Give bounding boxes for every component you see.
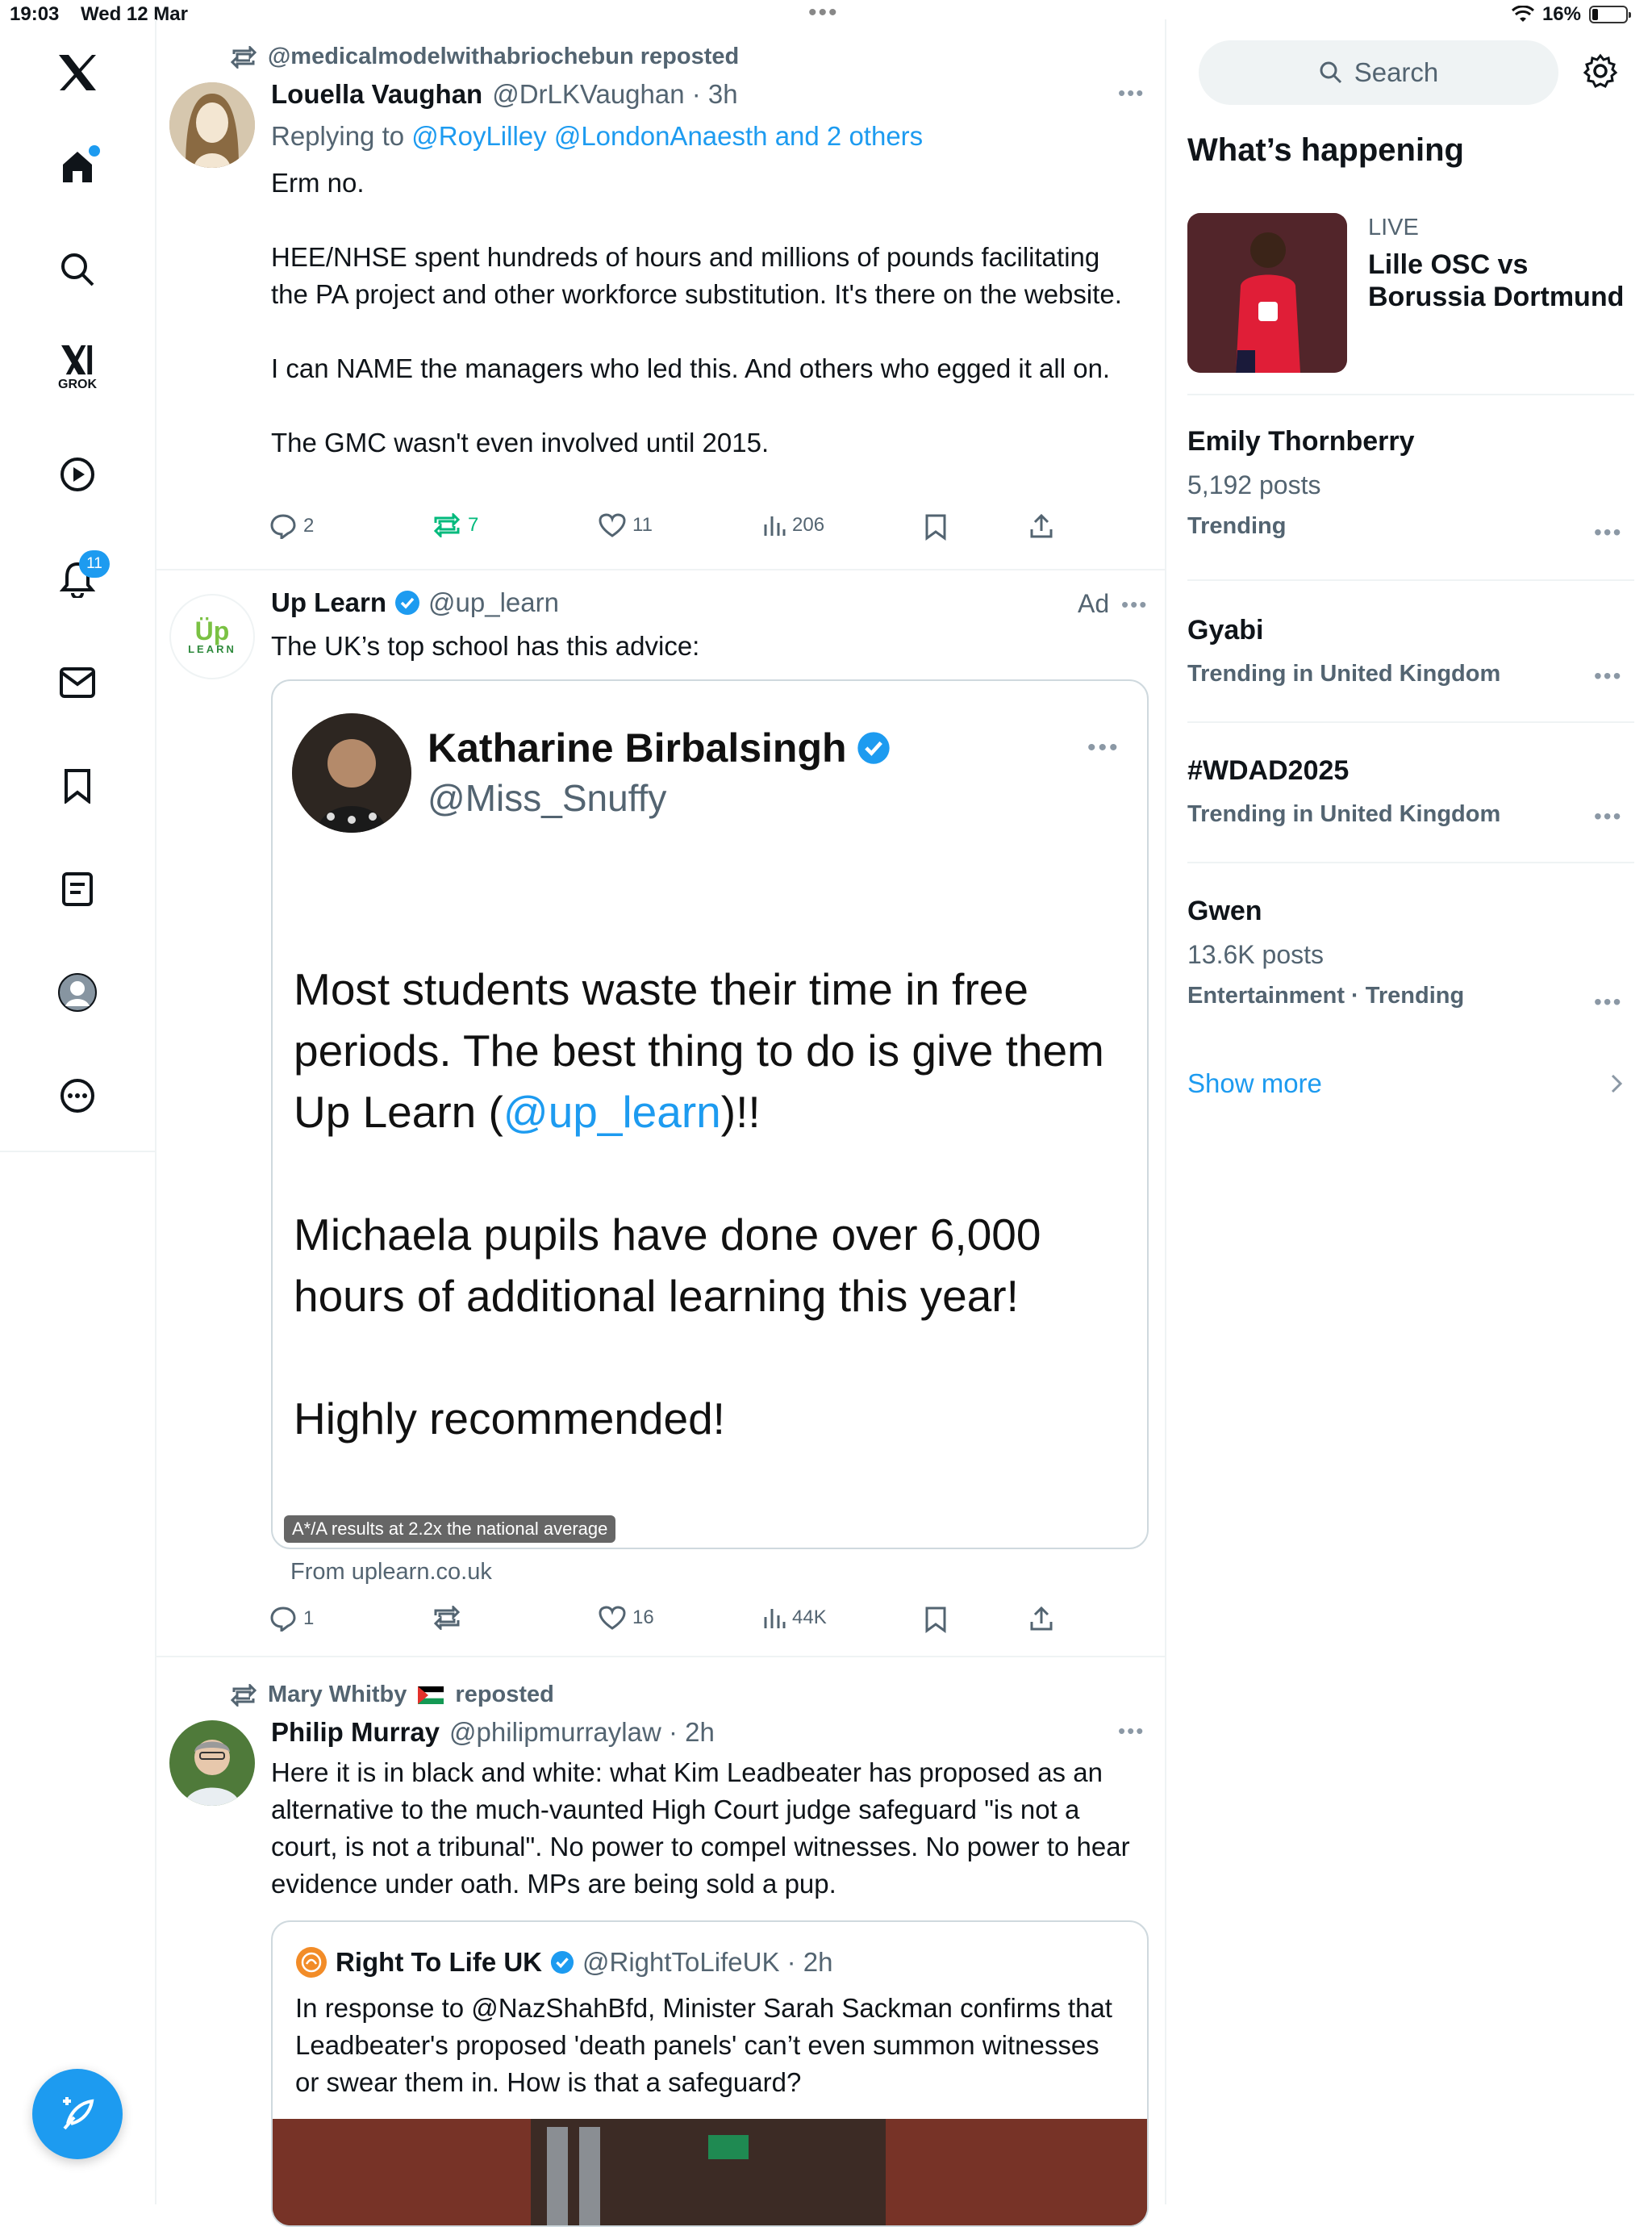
wifi-icon [1512,6,1534,23]
share-button[interactable] [1029,513,1053,539]
trend-more-icon[interactable]: ••• [1594,989,1623,1014]
post-divider [156,1656,1165,1657]
live-label: LIVE [1368,215,1419,240]
card-author-handle: @Miss_Snuffy [428,777,667,819]
repost-user: Mary Whitby [268,1682,407,1707]
live-event-thumbnail[interactable] [1187,213,1347,373]
reply-icon [269,1606,297,1632]
trend-count: 13.6K posts [1187,940,1324,969]
post-paragraph: Erm no. [271,168,365,198]
trend-title: Gyabi [1187,615,1264,646]
heart-icon [599,1606,626,1630]
share-icon [1029,1606,1053,1632]
search-placeholder: Search [1354,57,1439,87]
post-more-icon[interactable]: ••• [1118,81,1145,105]
battery-icon [1589,6,1628,23]
card-mention: @up_learn [503,1087,721,1137]
reply-icon [269,513,297,539]
search-icon [1319,61,1343,85]
post-text: Here it is in black and white: what Kim Leadbeater has proposed as an alternative to the much-vaunted High Court judge safeguard "is not a court, is not a tribunal". No power to compel witnesses. No power to hear evidence under oath. MPs are being sold a pup. [271,1757,1130,1899]
post-more-icon[interactable]: ••• [1118,1719,1145,1743]
x-logo-icon[interactable] [53,48,102,97]
ad-source-link[interactable]: From uplearn.co.uk [290,1559,492,1585]
trend-divider [1187,721,1634,723]
heart-icon [599,513,626,537]
author-avatar[interactable] [169,1720,255,1806]
views-chart-icon [763,513,786,537]
left-nav [0,19,156,2204]
chevron-right-icon [1610,1073,1623,1094]
repost-indicator [231,1682,554,1708]
home-unread-dot [89,145,100,157]
views-button[interactable] [763,1606,827,1630]
author-name[interactable]: Philip Murray [271,1717,440,1747]
ad-media-card[interactable] [271,679,1149,1549]
quoted-handle-time: @RightToLifeUK · 2h [582,1947,833,1977]
reply-button[interactable] [269,1606,314,1632]
more-options-icon[interactable] [53,1072,102,1120]
quoted-post[interactable] [271,1920,1149,2227]
bookmarks-icon[interactable] [53,762,102,810]
search-icon[interactable] [53,245,102,294]
trend-title: #WDAD2025 [1187,755,1350,786]
profile-icon[interactable] [53,968,102,1017]
trend-item[interactable] [1187,615,1634,687]
trend-divider [1187,862,1634,863]
avatar-logo-top: Üp [194,616,230,646]
avatar-logo-bottom: LEARN [188,642,236,655]
replying-prefix: Replying to [271,121,412,151]
trend-item[interactable] [1187,896,1634,1009]
compose-feather-icon [56,2093,98,2135]
compose-post-button[interactable] [32,2069,123,2159]
palestine-flag-icon [418,1686,444,1704]
repost-indicator [231,44,739,70]
whats-happening-heading: What’s happening [1187,132,1464,168]
reply-button[interactable] [269,513,314,539]
repost-button[interactable] [432,513,478,537]
repost-label: @medicalmodelwithabriochebun reposted [268,44,740,69]
trend-meta: Trending in United Kingdom [1187,661,1501,687]
card-more-icon: ••• [1087,734,1120,761]
post-more-icon[interactable]: ••• [1121,592,1149,616]
post-body [271,165,1139,462]
search-input[interactable] [1199,40,1558,105]
trend-item[interactable] [1187,426,1634,540]
card-author-avatar [292,713,411,833]
trend-divider [1187,394,1634,395]
like-count: 11 [632,514,653,536]
like-button[interactable] [599,1606,654,1630]
notifications-badge: 11 [79,550,110,578]
repost-icon [231,1684,257,1707]
post-paragraph: I can NAME the managers who led this. And others who egged it all on. [271,353,1111,383]
trend-item[interactable] [1187,755,1634,828]
repost-count: 7 [468,514,479,536]
repost-icon [432,1606,461,1630]
live-event-title[interactable]: Lille OSC vs Borussia Dortmund [1368,249,1625,312]
share-icon [1029,513,1053,539]
settings-gear-icon[interactable] [1583,53,1618,89]
like-button[interactable] [599,513,653,537]
status-time: 19:03 [10,3,60,25]
bookmark-button[interactable] [924,513,947,541]
notifications-icon[interactable] [53,555,102,604]
trend-meta: Trending in United Kingdom [1187,801,1501,827]
post-actions [0,1606,1165,1638]
author-handle-time[interactable]: @philipmurraylaw · 2h [449,1717,715,1747]
reply-count: 2 [303,515,315,537]
verified-badge-icon [550,1950,574,1974]
post-paragraph: HEE/NHSE spent hundreds of hours and millions of pounds facilitating the PA project and other workforce substitution. It's there on the website. [271,242,1122,309]
card-header [428,725,891,771]
home-icon[interactable] [53,142,102,190]
bookmark-button[interactable] [924,1606,947,1633]
verified-badge-icon [857,731,891,765]
card-paragraph: Michaela pupils have done over 6,000 hours of additional learning this year! [294,1210,1041,1321]
author-name[interactable]: Louella Vaughan [271,79,483,109]
post-header [271,79,738,110]
post-paragraph: The GMC wasn't even involved until 2015. [271,428,770,458]
battery-percent: 16% [1541,3,1581,25]
status-right [1512,3,1628,26]
quoted-author-name: Right To Life UK [336,1947,543,1977]
author-name[interactable]: Up Learn [271,587,387,617]
status-date: Wed 12 Mar [81,3,188,25]
bookmark-icon [924,1606,947,1633]
up-learn-avatar[interactable] [169,594,255,679]
card-paragraph: Highly recommended! [294,1393,725,1444]
card-quote-text [294,959,1133,1449]
card-author-name: Katharine Birbalsingh [428,725,847,771]
views-chart-icon [763,1606,786,1630]
lists-icon[interactable] [53,865,102,913]
trend-title: Gwen [1187,896,1262,926]
author-handle[interactable]: @up_learn [428,587,559,617]
quoted-post-header [295,1946,833,1978]
video-icon[interactable] [53,450,102,499]
replying-to-users[interactable]: @RoyLilley @LondonAnaesth and 2 others [411,121,924,151]
multitasking-dots[interactable]: ••• [808,0,839,26]
trend-more-icon[interactable]: ••• [1594,663,1623,688]
trend-divider [1187,579,1634,581]
post-actions [0,513,1165,545]
reply-count: 1 [303,1607,315,1629]
view-count: 206 [792,514,825,536]
trend-count: 5,192 posts [1187,470,1321,499]
ad-label: Ad [1078,589,1110,618]
trend-more-icon[interactable]: ••• [1594,520,1623,545]
quoted-post-media[interactable] [273,2119,1149,2227]
trend-more-icon[interactable]: ••• [1594,804,1623,829]
grok-icon[interactable] [53,344,102,392]
nav-divider [0,1151,155,1152]
bookmark-icon [924,513,947,541]
trend-meta: Entertainment · Trending [1187,983,1465,1009]
author-handle-time[interactable]: @DrLKVaughan · 3h [492,79,738,109]
trend-meta: Trending [1187,513,1287,539]
author-avatar[interactable] [169,82,255,168]
views-button[interactable] [763,513,824,537]
post-header [271,1717,715,1748]
repost-suffix: reposted [455,1682,554,1707]
trend-title: Emily Thornberry [1187,426,1415,457]
card-caption: A*/A results at 2.2x the national average [284,1515,615,1543]
repost-icon [432,513,461,537]
repost-button[interactable] [432,1606,461,1630]
card-paragraph: Most students waste their time in free periods. The best thing to do is give them Up Learn (@up_learn)!! [294,964,1104,1137]
replying-to [271,118,923,155]
show-more-link[interactable]: Show more [1187,1068,1322,1098]
share-button[interactable] [1029,1606,1053,1632]
quoted-post-text: In response to @NazShahBfd, Minister Sarah Sackman confirms that Leadbeater's proposed 'death panels' can’t even summon witnesses or swear them in. How is that a safeguard? [295,1993,1112,2097]
like-count: 16 [632,1607,654,1628]
messages-icon[interactable] [53,658,102,707]
quoted-author-avatar-icon [295,1946,327,1978]
post-divider [156,569,1165,570]
post-text: The UK’s top school has this advice: [271,631,700,661]
view-count: 44K [792,1607,827,1628]
repost-icon [231,46,257,69]
verified-badge-icon [394,590,420,616]
grok-label: GROK [58,378,97,391]
post-header [271,587,559,618]
